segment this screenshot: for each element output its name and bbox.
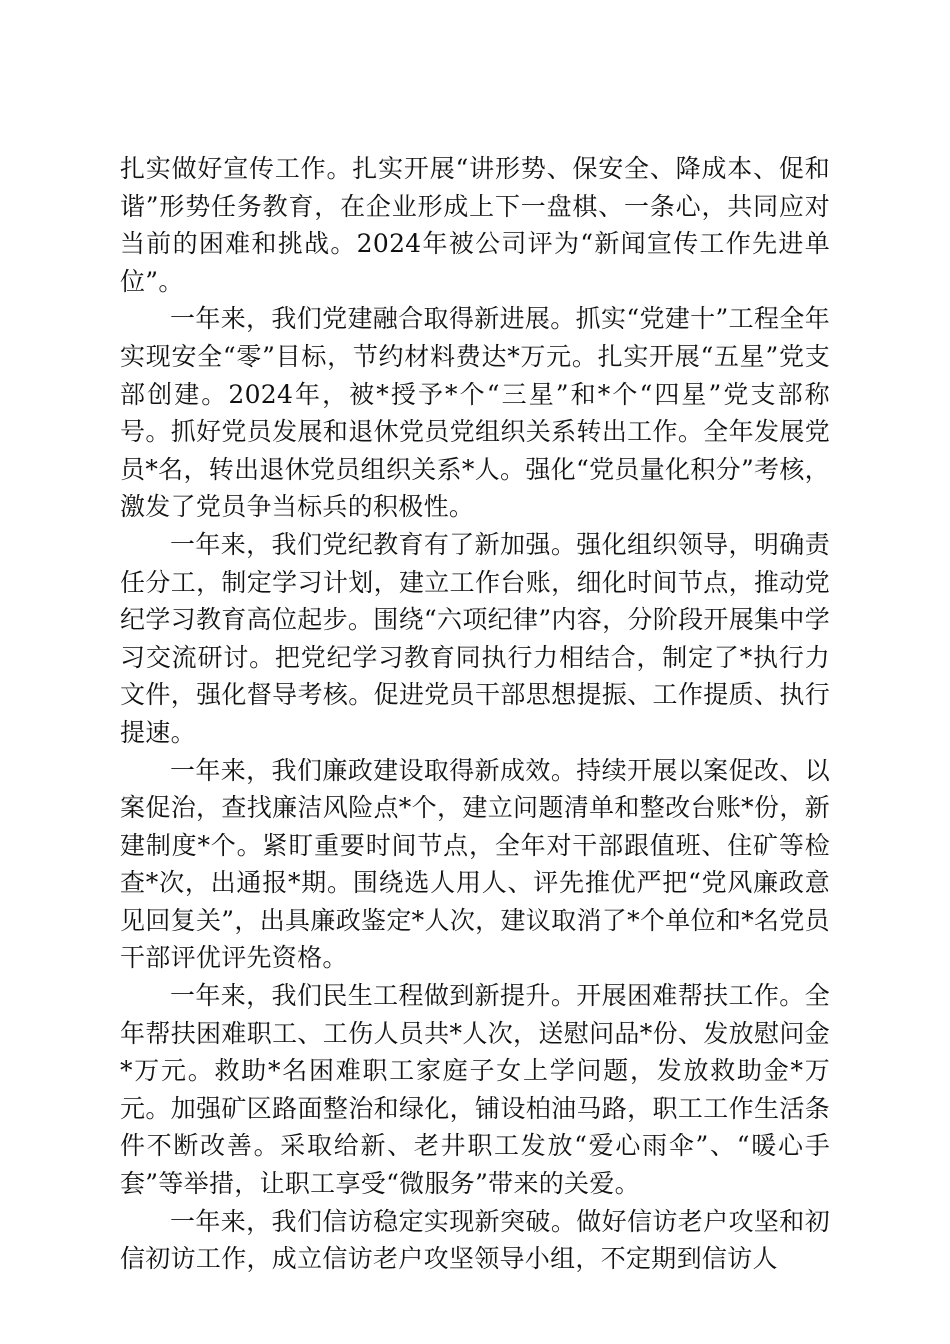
- paragraph-petition-stability: 一年来，我们信访稳定实现新突破。做好信访老户攻坚和初信初访工作，成立信访老户攻坚领导小组，不定期到信访人: [120, 1206, 830, 1274]
- document-body: [120, 150, 830, 1278]
- paragraph-party-discipline: 一年来，我们党纪教育有了新加强。强化组织领导，明确责任分工，制定学习计划，建立工作台账，细化时间节点，推动党纪学习教育高位起步。围绕“六项纪律”内容，分阶段开展集中学习交流研讨。把党纪学习教育同执行力相结合，制定了*执行力文件，强化督导考核。促进党员干部思想提振、工作提质、执行提速。: [120, 529, 830, 747]
- paragraph-livelihood: 一年来，我们民生工程做到新提升。开展困难帮扶工作。全年帮扶困难职工、工伤人员共*人次，送慰问品*份、发放慰问金*万元。救助*名困难职工家庭子女上学问题，发放救助金*万元。加强矿区路面整治和绿化，铺设柏油马路，职工工作生活条件不断改善。采取给新、老井职工发放“爱心雨伞”、“暖心手套”等举措，让职工享受“微服务”带来的关爱。: [120, 981, 830, 1199]
- paragraph-clean-governance: 一年来，我们廉政建设取得新成效。持续开展以案促改、以案促治，查找廉洁风险点*个，建立问题清单和整改台账*份，新建制度*个。紧盯重要时间节点，全年对干部跟值班、住矿等检查*次，出通报*期。围绕选人用人、评先推优严把“党风廉政意见回复关”，出具廉政鉴定*人次，建议取消了*个单位和*名党员干部评优评先资格。: [120, 755, 830, 973]
- paragraph-publicity-continuation: 扎实做好宣传工作。扎实开展“讲形势、保安全、降成本、促和谐”形势任务教育，在企业形成上下一盘棋、一条心，共同应对当前的困难和挑战。2024年被公司评为“新闻宣传工作先进单位”。: [120, 154, 830, 296]
- paragraph-party-building: 一年来，我们党建融合取得新进展。抓实“党建十”工程全年实现安全“零”目标，节约材料费达*万元。扎实开展“五星”党支部创建。2024年，被*授予*个“三星”和*个“四星”党支部称号。抓好党员发展和退休党员党组织关系转出工作。全年发展党员*名，转出退休党员组织关系*人。强化“党员量化积分”考核，激发了党员争当标兵的积极性。: [120, 304, 830, 522]
